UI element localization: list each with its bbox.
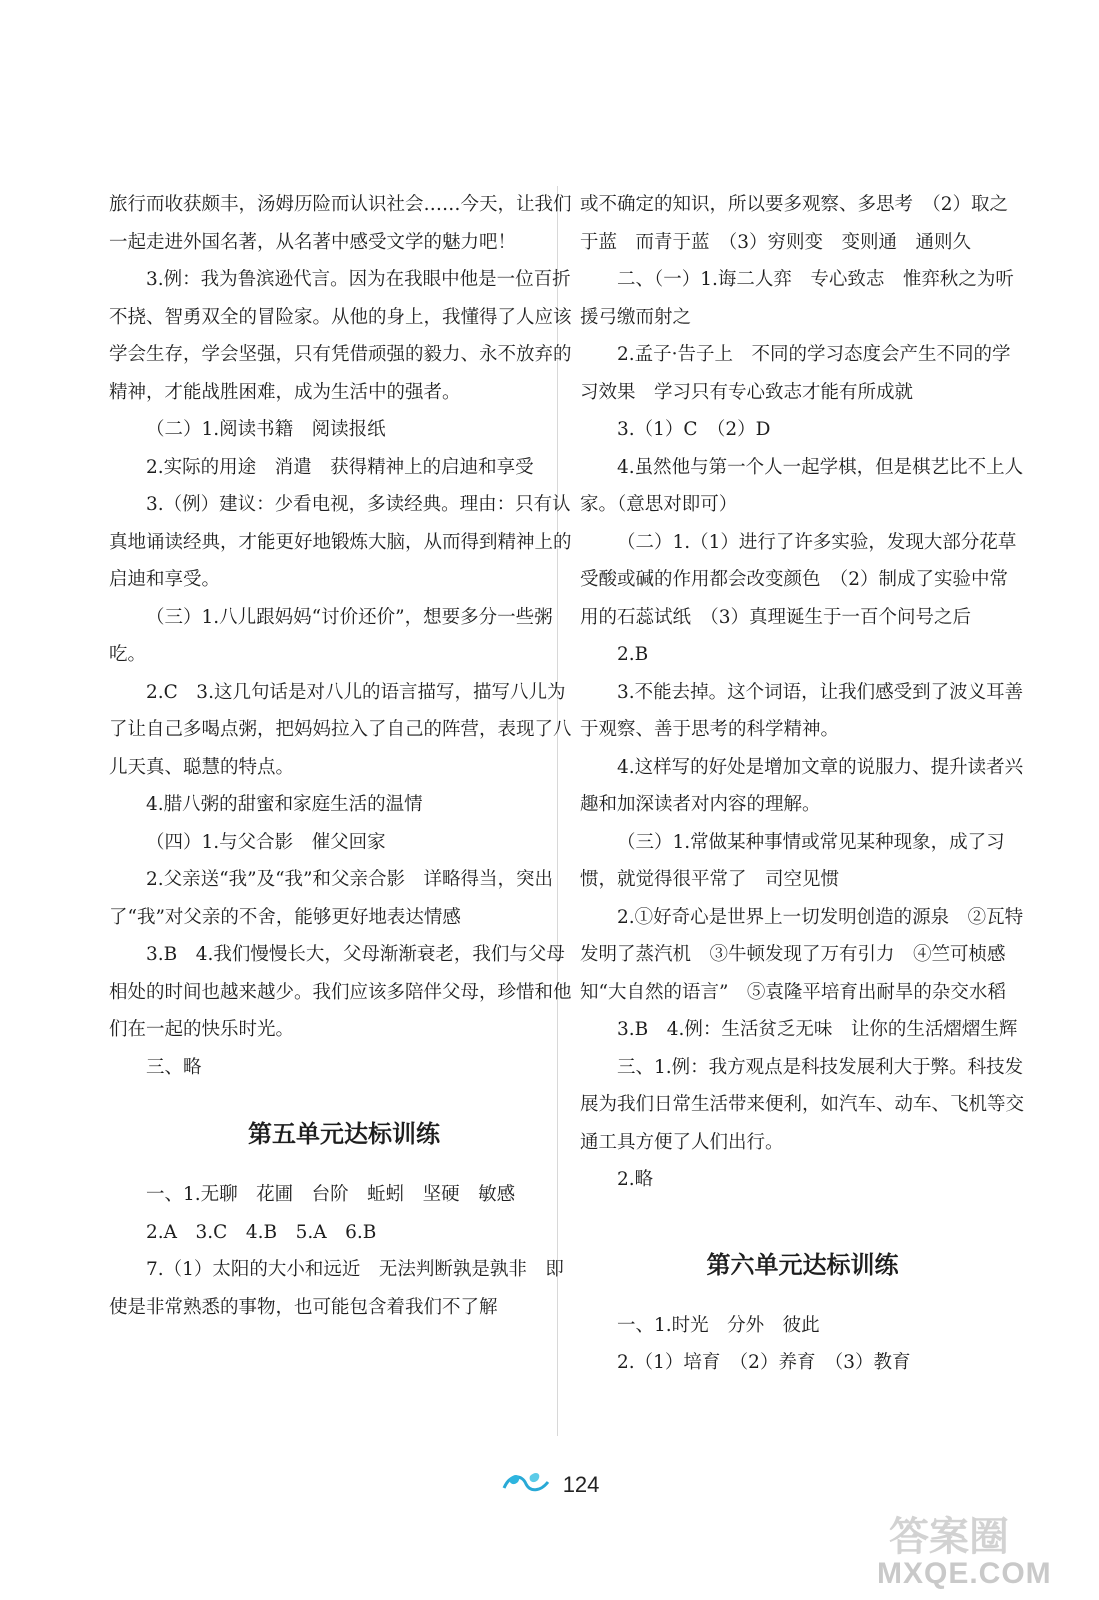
left-answers xyxy=(109,186,579,1086)
answer-paragraph: （二）1.（1）进行了许多实验，发现大部分花草受酸或碱的作用都会改变颜色 （2）制成了实验中常用的石蕊试纸 （3）真理诞生于一百个问号之后 xyxy=(580,531,1017,628)
section6-answers xyxy=(580,1307,1025,1382)
page-number: 124 xyxy=(562,1472,600,1497)
answer-paragraph: 3.（例）建议：少看电视，多读经典。理由：只有认真地诵读经典，才能更好地锻炼大脑，从而得到精神上的启迪和享受。 xyxy=(109,494,572,590)
answer-paragraph: 3.B 4.我们慢慢长大，父母渐渐衰老，我们与父母相处的时间也越来越少。我们应该多陪伴父母，珍惜和他们在一起的快乐时光。 xyxy=(109,944,572,1040)
answer-paragraph: 3.B 4.例：生活贫乏无味 让你的生活熠熠生辉 xyxy=(617,1019,1018,1040)
answer-paragraph: 一、1.时光 分外 彼此 xyxy=(617,1314,820,1336)
answer-paragraph: （三）1.八儿跟妈妈“讨价还价”，想要多分一些粥吃。 xyxy=(109,606,553,665)
answer-paragraph: 三、1.例：我方观点是科技发展利大于弊。科技发展为我们日常生活带来便利，如汽车、动车、飞机等交通工具方便了人们出行。 xyxy=(580,1056,1025,1153)
answer-paragraph: 2.孟子·告子上 不同的学习态度会产生不同的学习效果 学习只有专心致志才能有所成就 xyxy=(580,344,1011,403)
answer-paragraph: 三、略 xyxy=(146,1056,202,1078)
page-footer xyxy=(0,1470,1099,1500)
answer-paragraph: 3.例：我为鲁滨逊代言。因为在我眼中他是一位百折不挠、智勇双全的冒险家。从他的身上，我懂得了人应该学会生存，学会坚强，只有凭借顽强的毅力、永不放弃的精神，才能战胜困难，成为生活中的强者。 xyxy=(109,269,572,403)
watermark-text: MXQE.COM xyxy=(877,1557,1052,1590)
answer-paragraph: 2.A 3.C 4.B 5.A 6.B xyxy=(146,1221,377,1243)
answer-paragraph: 2.C 3.这几句话是对八儿的语言描写，描写八儿为了让自己多喝点粥，把妈妈拉入了自己的阵营，表现了八儿天真、聪慧的特点。 xyxy=(109,681,572,778)
answer-paragraph: 4.虽然他与第一个人一起学棋，但是棋艺比不上人家。（意思对即可） xyxy=(580,456,1024,515)
left-column xyxy=(109,186,579,1326)
right-column xyxy=(580,186,1033,1382)
answer-paragraph: 7.（1）太阳的大小和远近 无法判断孰是孰非 即使是非常熟悉的事物，也可能包含着我们不了解 xyxy=(109,1259,564,1318)
answer-paragraph: 2.略 xyxy=(617,1169,654,1190)
answer-paragraph: 旅行而收获颇丰，汤姆历险而认识社会……今天，让我们一起走进外国名著，从名著中感受文学的魅力吧！ xyxy=(109,194,572,253)
answer-paragraph: （三）1.常做某种事情或常见某种现象，成了习惯，就觉得很平常了 司空见惯 xyxy=(580,831,1005,890)
answer-paragraph: 2.B xyxy=(617,644,649,665)
answer-paragraph: 二、（一）1.诲二人弈 专心致志 惟弈秋之为听 援弓缴而射之 xyxy=(580,269,1033,328)
right-answers xyxy=(580,186,1033,1199)
answer-paragraph: 2.父亲送“我”及“我”和父亲合影 详略得当，突出了“我”对父亲的不舍，能够更好地表达情感 xyxy=(109,869,553,928)
answer-paragraph: 2.①好奇心是世界上一切发明创造的源泉 ②瓦特发明了蒸汽机 ③牛顿发现了万有引力 ④竺可桢感知“大自然的语言” ⑤袁隆平培育出耐旱的杂交水稻 xyxy=(580,906,1024,1003)
answer-paragraph: 3.（1）C （2）D xyxy=(617,419,771,440)
answer-paragraph: 4.这样写的好处是增加文章的说服力、提升读者兴趣和加深读者对内容的理解。 xyxy=(580,756,1024,815)
answer-paragraph: 2.实际的用途 消遣 获得精神上的启迪和享受 xyxy=(146,456,534,478)
answer-paragraph: （二）1.阅读书籍 阅读报纸 xyxy=(146,419,386,440)
answer-paragraph: （四）1.与父合影 催父回家 xyxy=(146,831,386,853)
watermark xyxy=(877,1505,1077,1595)
answer-paragraph: 2.（1）培育 （2）养育 （3）教育 xyxy=(617,1352,911,1373)
section5-answers xyxy=(109,1176,579,1326)
watermark-logo-icon: 答案圈 xyxy=(889,1514,1009,1560)
leaf-ornament-icon xyxy=(500,1470,552,1500)
answer-paragraph: 或不确定的知识，所以要多观察、多思考 （2）取之于蓝 而青于蓝 （3）穷则变 变则通 通则久 xyxy=(580,194,1009,253)
answer-paragraph: 3.不能去掉。这个词语，让我们感受到了波义耳善于观察、善于思考的科学精神。 xyxy=(580,681,1024,740)
answer-paragraph: 一、1.无聊 花圃 台阶 蚯蚓 坚硬 敏感 xyxy=(146,1184,516,1205)
section6-title: 第六单元达标训练 xyxy=(706,1250,899,1279)
section5-title: 第五单元达标训练 xyxy=(248,1120,440,1148)
answer-paragraph: 4.腊八粥的甜蜜和家庭生活的温情 xyxy=(146,794,423,815)
